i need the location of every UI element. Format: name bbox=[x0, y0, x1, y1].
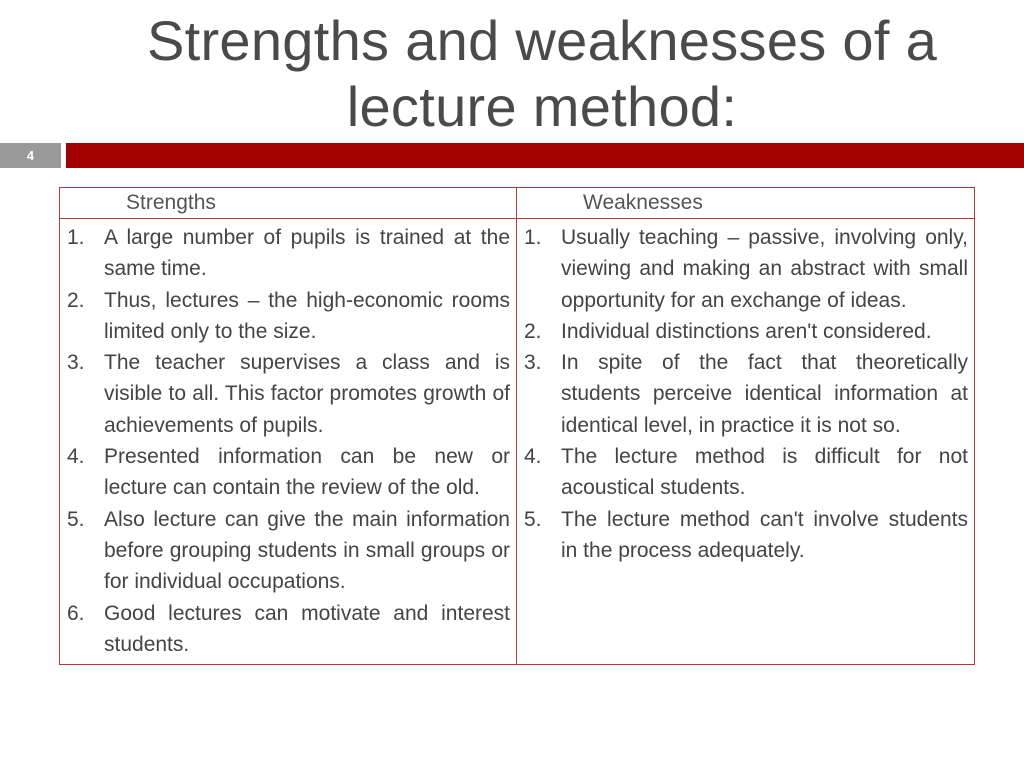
table-row bbox=[60, 219, 975, 665]
header-weaknesses: Weaknesses bbox=[517, 188, 975, 219]
list-text: Good lectures can motivate and interest students. bbox=[104, 601, 510, 656]
list-text: Presented information can be new or lecture can contain the review of the old. bbox=[104, 445, 510, 500]
list-number: 3. bbox=[524, 351, 542, 375]
strengths-weaknesses-table bbox=[59, 187, 975, 665]
list-text: A large number of pupils is trained at the same time. bbox=[104, 226, 510, 281]
list-item bbox=[64, 441, 510, 504]
list-text: Usually teaching – passive, involving only, viewing and making an abstract with small opportunity for an exchange of ideas. bbox=[561, 226, 968, 312]
list-item bbox=[64, 504, 510, 598]
list-text: Thus, lectures – the high-economic rooms limited only to the size. bbox=[104, 288, 510, 343]
table-header-row bbox=[60, 188, 975, 219]
list-item bbox=[521, 316, 968, 347]
list-item bbox=[64, 222, 510, 285]
list-number: 1. bbox=[524, 226, 542, 249]
list-number: 2. bbox=[67, 288, 85, 312]
list-number: 4. bbox=[524, 445, 542, 469]
list-item bbox=[521, 222, 968, 316]
list-item bbox=[64, 598, 510, 661]
list-number: 3. bbox=[67, 351, 85, 375]
list-text: The lecture method can't involve students in the process adequately. bbox=[561, 507, 968, 562]
list-text: The teacher supervises a class and is visible to all. This factor promotes growth of achievements of pupils. bbox=[104, 351, 510, 437]
list-number: 6. bbox=[67, 601, 85, 625]
list-item bbox=[521, 504, 968, 567]
list-item bbox=[64, 285, 510, 348]
list-item bbox=[521, 441, 968, 504]
list-number: 5. bbox=[67, 507, 85, 531]
header-strengths: Strengths bbox=[60, 188, 517, 219]
strengths-cell bbox=[60, 219, 517, 665]
slide-number: 4 bbox=[0, 143, 61, 168]
list-number: 1. bbox=[67, 226, 85, 249]
list-text: In spite of the fact that theoretically students perceive identical information at identical level, in practice it is not so. bbox=[561, 351, 968, 437]
list-item bbox=[64, 347, 510, 441]
list-item bbox=[521, 347, 968, 441]
slide-title: Strengths and weaknesses of a lecture method: bbox=[146, 9, 938, 138]
list-text: The lecture method is difficult for not acoustical students. bbox=[561, 445, 968, 500]
list-text: Also lecture can give the main information before grouping students in small groups or for individual occupations. bbox=[104, 507, 510, 594]
list-number: 5. bbox=[524, 507, 542, 531]
list-text: Individual distinctions aren't considered. bbox=[561, 319, 932, 343]
list-number: 2. bbox=[524, 319, 542, 343]
accent-bar bbox=[66, 143, 1024, 168]
weaknesses-cell bbox=[517, 219, 975, 665]
list-number: 4. bbox=[67, 445, 85, 469]
